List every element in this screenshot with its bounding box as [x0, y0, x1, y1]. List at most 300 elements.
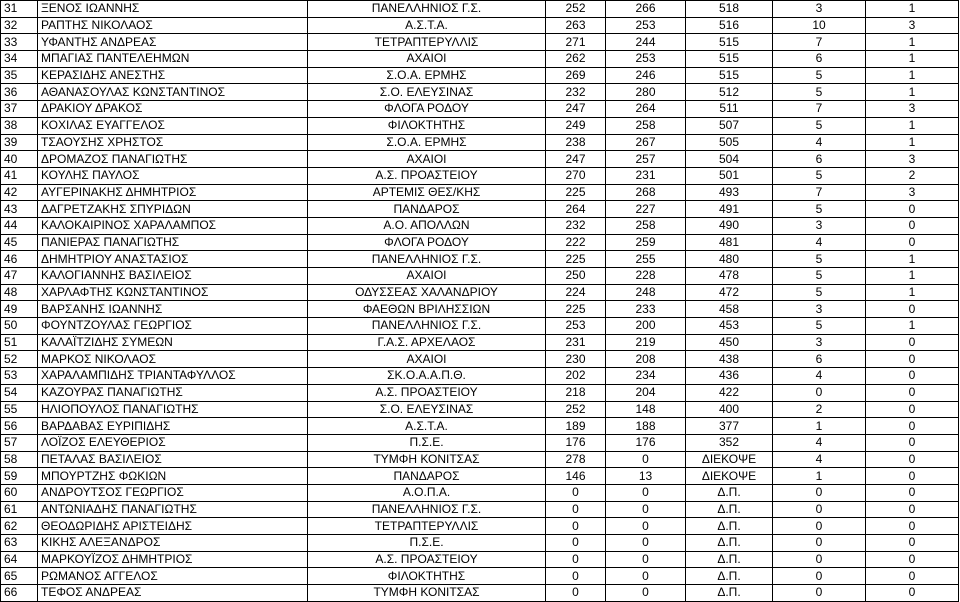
table-row — [1, 501, 959, 518]
table-row — [1, 551, 959, 568]
club-cell: Π.Σ.Ε. — [308, 434, 546, 451]
series-1-score-cell: 252 — [546, 401, 606, 418]
x-count-cell: 0 — [866, 201, 959, 218]
series-2-score-cell: 0 — [606, 551, 686, 568]
table-row — [1, 167, 959, 184]
series-2-score-cell: 0 — [606, 535, 686, 552]
athlete-name-cell: ΤΣΑΟΥΣΗΣ ΧΡΗΣΤΟΣ — [38, 134, 308, 151]
club-cell: Π.Σ.Ε. — [308, 535, 546, 552]
series-2-score-cell: 13 — [606, 468, 686, 485]
tens-count-cell: 0 — [773, 551, 866, 568]
x-count-cell: 3 — [866, 101, 959, 118]
athlete-name-cell: ΔΡΟΜΑΖΟΣ ΠΑΝΑΓΙΩΤΗΣ — [38, 151, 308, 168]
rank-cell: 51 — [1, 334, 38, 351]
tens-count-cell: 5 — [773, 201, 866, 218]
x-count-cell: 1 — [866, 67, 959, 84]
rank-cell: 53 — [1, 368, 38, 385]
x-count-cell: 0 — [866, 585, 959, 602]
club-cell: Α.Σ.Τ.Α. — [308, 17, 546, 34]
rank-cell: 55 — [1, 401, 38, 418]
tens-count-cell: 6 — [773, 351, 866, 368]
tens-count-cell: 7 — [773, 101, 866, 118]
total-score-cell: Δ.Π. — [686, 518, 773, 535]
x-count-cell: 1 — [866, 284, 959, 301]
athlete-name-cell: ΔΗΜΗΤΡΙΟΥ ΑΝΑΣΤΑΣΙΟΣ — [38, 251, 308, 268]
rank-cell: 46 — [1, 251, 38, 268]
total-score-cell: 352 — [686, 434, 773, 451]
table-row — [1, 568, 959, 585]
table-row — [1, 34, 959, 51]
rank-cell: 40 — [1, 151, 38, 168]
total-score-cell: Δ.Π. — [686, 551, 773, 568]
series-1-score-cell: 202 — [546, 368, 606, 385]
club-cell: ΣΚ.Ο.Α.Α.Π.Θ. — [308, 368, 546, 385]
x-count-cell: 0 — [866, 468, 959, 485]
total-score-cell: 422 — [686, 384, 773, 401]
series-2-score-cell: 246 — [606, 67, 686, 84]
series-1-score-cell: 146 — [546, 468, 606, 485]
table-row — [1, 184, 959, 201]
x-count-cell: 0 — [866, 368, 959, 385]
club-cell: ΦΛΟΓΑ ΡΟΔΟΥ — [308, 101, 546, 118]
club-cell: ΠΑΝΕΛΛΗΝΙΟΣ Γ.Σ. — [308, 1, 546, 18]
series-1-score-cell: 0 — [546, 518, 606, 535]
club-cell: Α.Ο. ΑΠΟΛΛΩΝ — [308, 217, 546, 234]
tens-count-cell: 6 — [773, 151, 866, 168]
total-score-cell: ΔΙΕΚΟΨΕ — [686, 468, 773, 485]
table-row — [1, 67, 959, 84]
series-1-score-cell: 232 — [546, 84, 606, 101]
series-2-score-cell: 255 — [606, 251, 686, 268]
athlete-name-cell: ΚΙΚΗΣ ΑΛΕΞΑΝΔΡΟΣ — [38, 535, 308, 552]
x-count-cell: 0 — [866, 518, 959, 535]
total-score-cell: 515 — [686, 34, 773, 51]
athlete-name-cell: ΚΟΧΙΛΑΣ ΕΥΑΓΓΕΛΟΣ — [38, 117, 308, 134]
club-cell: ΤΥΜΦΗ ΚΟΝΙΤΣΑΣ — [308, 585, 546, 602]
total-score-cell: 438 — [686, 351, 773, 368]
x-count-cell: 0 — [866, 217, 959, 234]
x-count-cell: 1 — [866, 268, 959, 285]
x-count-cell: 1 — [866, 51, 959, 68]
table-row — [1, 451, 959, 468]
athlete-name-cell: ΜΠΑΓΙΑΣ ΠΑΝΤΕΛΕΗΜΩΝ — [38, 51, 308, 68]
total-score-cell: 491 — [686, 201, 773, 218]
total-score-cell: 481 — [686, 234, 773, 251]
series-1-score-cell: 247 — [546, 101, 606, 118]
x-count-cell: 1 — [866, 117, 959, 134]
athlete-name-cell: ΔΡΑΚΙΟΥ ΔΡΑΚΟΣ — [38, 101, 308, 118]
series-1-score-cell: 225 — [546, 301, 606, 318]
series-1-score-cell: 249 — [546, 117, 606, 134]
club-cell: ΤΕΤΡΑΠΤΕΡΥΛΛΙΣ — [308, 34, 546, 51]
tens-count-cell: 5 — [773, 318, 866, 335]
club-cell: ΑΧΑΙΟΙ — [308, 51, 546, 68]
tens-count-cell: 5 — [773, 167, 866, 184]
club-cell: ΑΡΤΕΜΙΣ ΘΕΣ/ΚΗΣ — [308, 184, 546, 201]
x-count-cell: 1 — [866, 134, 959, 151]
club-cell: ΠΑΝΕΛΛΗΝΙΟΣ Γ.Σ. — [308, 251, 546, 268]
series-2-score-cell: 0 — [606, 518, 686, 535]
series-2-score-cell: 258 — [606, 217, 686, 234]
x-count-cell: 0 — [866, 301, 959, 318]
series-1-score-cell: 250 — [546, 268, 606, 285]
series-2-score-cell: 267 — [606, 134, 686, 151]
tens-count-cell: 3 — [773, 334, 866, 351]
total-score-cell: 515 — [686, 51, 773, 68]
series-1-score-cell: 225 — [546, 251, 606, 268]
x-count-cell: 1 — [866, 1, 959, 18]
rank-cell: 34 — [1, 51, 38, 68]
rank-cell: 57 — [1, 434, 38, 451]
series-1-score-cell: 0 — [546, 585, 606, 602]
club-cell: Α.Σ.Τ.Α. — [308, 418, 546, 435]
table-row — [1, 518, 959, 535]
athlete-name-cell: ΚΟΥΛΗΣ ΠΑΥΛΟΣ — [38, 167, 308, 184]
series-2-score-cell: 176 — [606, 434, 686, 451]
series-2-score-cell: 258 — [606, 117, 686, 134]
athlete-name-cell: ΑΘΑΝΑΣΟΥΛΑΣ ΚΩΝΣΤΑΝΤΙΝΟΣ — [38, 84, 308, 101]
rank-cell: 37 — [1, 101, 38, 118]
table-row — [1, 251, 959, 268]
club-cell: ΤΥΜΦΗ ΚΟΝΙΤΣΑΣ — [308, 451, 546, 468]
x-count-cell: 0 — [866, 434, 959, 451]
club-cell: Σ.Ο. ΕΛΕΥΣΙΝΑΣ — [308, 84, 546, 101]
tens-count-cell: 4 — [773, 434, 866, 451]
x-count-cell: 1 — [866, 318, 959, 335]
total-score-cell: Δ.Π. — [686, 484, 773, 501]
series-2-score-cell: 231 — [606, 167, 686, 184]
tens-count-cell: 2 — [773, 401, 866, 418]
series-1-score-cell: 238 — [546, 134, 606, 151]
athlete-name-cell: ΜΠΟΥΡΤΖΗΣ ΦΩΚΙΩΝ — [38, 468, 308, 485]
rank-cell: 50 — [1, 318, 38, 335]
rank-cell: 64 — [1, 551, 38, 568]
series-2-score-cell: 0 — [606, 568, 686, 585]
athlete-name-cell: ΡΩΜΑΝΟΣ ΑΓΓΕΛΟΣ — [38, 568, 308, 585]
series-1-score-cell: 270 — [546, 167, 606, 184]
table-row — [1, 268, 959, 285]
athlete-name-cell: ΘΕΟΔΩΡΙΔΗΣ ΑΡΙΣΤΕΙΔΗΣ — [38, 518, 308, 535]
table-row — [1, 318, 959, 335]
club-cell: Α.Ο.Π.Α. — [308, 484, 546, 501]
series-2-score-cell: 228 — [606, 268, 686, 285]
athlete-name-cell: ΒΑΡΔΑΒΑΣ ΕΥΡΙΠΙΔΗΣ — [38, 418, 308, 435]
series-1-score-cell: 252 — [546, 1, 606, 18]
series-2-score-cell: 148 — [606, 401, 686, 418]
club-cell: ΠΑΝΕΛΛΗΝΙΟΣ Γ.Σ. — [308, 318, 546, 335]
tens-count-cell: 4 — [773, 368, 866, 385]
series-2-score-cell: 264 — [606, 101, 686, 118]
x-count-cell: 2 — [866, 167, 959, 184]
x-count-cell: 0 — [866, 351, 959, 368]
tens-count-cell: 0 — [773, 568, 866, 585]
club-cell: ΑΧΑΙΟΙ — [308, 268, 546, 285]
tens-count-cell: 6 — [773, 51, 866, 68]
rank-cell: 58 — [1, 451, 38, 468]
tens-count-cell: 10 — [773, 17, 866, 34]
athlete-name-cell: ΧΑΡΑΛΑΜΠΙΔΗΣ ΤΡΙΑΝΤΑΦΥΛΛΟΣ — [38, 368, 308, 385]
rank-cell: 41 — [1, 167, 38, 184]
series-2-score-cell: 200 — [606, 318, 686, 335]
table-row — [1, 284, 959, 301]
series-2-score-cell: 0 — [606, 585, 686, 602]
tens-count-cell: 4 — [773, 451, 866, 468]
rank-cell: 52 — [1, 351, 38, 368]
rank-cell: 32 — [1, 17, 38, 34]
total-score-cell: 458 — [686, 301, 773, 318]
total-score-cell: 507 — [686, 117, 773, 134]
club-cell: ΑΧΑΙΟΙ — [308, 351, 546, 368]
rank-cell: 38 — [1, 117, 38, 134]
club-cell: ΦΙΛΟΚΤΗΤΗΣ — [308, 117, 546, 134]
club-cell: Α.Σ. ΠΡΟΑΣΤΕΙΟΥ — [308, 384, 546, 401]
series-2-score-cell: 227 — [606, 201, 686, 218]
results-table-body — [1, 1, 959, 602]
series-1-score-cell: 262 — [546, 51, 606, 68]
athlete-name-cell: ΑΝΤΩΝΙΑΔΗΣ ΠΑΝΑΓΙΩΤΗΣ — [38, 501, 308, 518]
rank-cell: 33 — [1, 34, 38, 51]
series-2-score-cell: 244 — [606, 34, 686, 51]
series-2-score-cell: 253 — [606, 17, 686, 34]
athlete-name-cell: ΚΑΖΟΥΡΑΣ ΠΑΝΑΓΙΩΤΗΣ — [38, 384, 308, 401]
table-row — [1, 468, 959, 485]
table-row — [1, 585, 959, 602]
series-2-score-cell: 280 — [606, 84, 686, 101]
total-score-cell: 453 — [686, 318, 773, 335]
athlete-name-cell: ΛΟΪΖΟΣ ΕΛΕΥΘΕΡΙΟΣ — [38, 434, 308, 451]
table-row — [1, 1, 959, 18]
series-2-score-cell: 204 — [606, 384, 686, 401]
total-score-cell: 480 — [686, 251, 773, 268]
series-1-score-cell: 218 — [546, 384, 606, 401]
athlete-name-cell: ΡΑΠΤΗΣ ΝΙΚΟΛΑΟΣ — [38, 17, 308, 34]
athlete-name-cell: ΤΕΦΟΣ ΑΝΔΡΕΑΣ — [38, 585, 308, 602]
tens-count-cell: 7 — [773, 184, 866, 201]
x-count-cell: 0 — [866, 535, 959, 552]
rank-cell: 56 — [1, 418, 38, 435]
club-cell: Σ.Ο.Α. ΕΡΜΗΣ — [308, 67, 546, 84]
tens-count-cell: 5 — [773, 67, 866, 84]
series-2-score-cell: 248 — [606, 284, 686, 301]
series-1-score-cell: 222 — [546, 234, 606, 251]
athlete-name-cell: ΠΕΤΑΛΑΣ ΒΑΣΙΛΕΙΟΣ — [38, 451, 308, 468]
total-score-cell: 493 — [686, 184, 773, 201]
table-row — [1, 201, 959, 218]
club-cell: Α.Σ. ΠΡΟΑΣΤΕΙΟΥ — [308, 551, 546, 568]
rank-cell: 48 — [1, 284, 38, 301]
table-row — [1, 51, 959, 68]
series-2-score-cell: 208 — [606, 351, 686, 368]
table-row — [1, 134, 959, 151]
series-2-score-cell: 219 — [606, 334, 686, 351]
x-count-cell: 0 — [866, 334, 959, 351]
table-row — [1, 434, 959, 451]
series-1-score-cell: 271 — [546, 34, 606, 51]
x-count-cell: 1 — [866, 84, 959, 101]
rank-cell: 42 — [1, 184, 38, 201]
table-row — [1, 301, 959, 318]
tens-count-cell: 0 — [773, 518, 866, 535]
series-1-score-cell: 253 — [546, 318, 606, 335]
total-score-cell: 504 — [686, 151, 773, 168]
series-2-score-cell: 268 — [606, 184, 686, 201]
tens-count-cell: 5 — [773, 251, 866, 268]
table-row — [1, 351, 959, 368]
x-count-cell: 0 — [866, 484, 959, 501]
series-2-score-cell: 0 — [606, 501, 686, 518]
rank-cell: 59 — [1, 468, 38, 485]
x-count-cell: 3 — [866, 17, 959, 34]
athlete-name-cell: ΚΑΛΑΪΤΖΙΔΗΣ ΣΥΜΕΩΝ — [38, 334, 308, 351]
total-score-cell: 490 — [686, 217, 773, 234]
series-2-score-cell: 0 — [606, 451, 686, 468]
club-cell: ΦΑΕΘΩΝ ΒΡΙΛΗΣΣΙΩΝ — [308, 301, 546, 318]
rank-cell: 47 — [1, 268, 38, 285]
table-row — [1, 117, 959, 134]
table-row — [1, 368, 959, 385]
club-cell: ΠΑΝΔΑΡΟΣ — [308, 201, 546, 218]
total-score-cell: 511 — [686, 101, 773, 118]
rank-cell: 63 — [1, 535, 38, 552]
table-row — [1, 401, 959, 418]
series-2-score-cell: 253 — [606, 51, 686, 68]
x-count-cell: 0 — [866, 418, 959, 435]
rank-cell: 36 — [1, 84, 38, 101]
athlete-name-cell: ΒΑΡΣΑΝΗΣ ΙΩΑΝΝΗΣ — [38, 301, 308, 318]
series-2-score-cell: 234 — [606, 368, 686, 385]
tens-count-cell: 0 — [773, 585, 866, 602]
x-count-cell: 1 — [866, 251, 959, 268]
series-1-score-cell: 0 — [546, 501, 606, 518]
athlete-name-cell: ΔΑΓΡΕΤΖΑΚΗΣ ΣΠΥΡΙΔΩΝ — [38, 201, 308, 218]
tens-count-cell: 4 — [773, 234, 866, 251]
club-cell: Γ.Α.Σ. ΑΡΧΕΛΑΟΣ — [308, 334, 546, 351]
rank-cell: 62 — [1, 518, 38, 535]
tens-count-cell: 0 — [773, 384, 866, 401]
series-2-score-cell: 266 — [606, 1, 686, 18]
club-cell: Σ.Ο. ΕΛΕΥΣΙΝΑΣ — [308, 401, 546, 418]
total-score-cell: Δ.Π. — [686, 568, 773, 585]
club-cell: Α.Σ. ΠΡΟΑΣΤΕΙΟΥ — [308, 167, 546, 184]
club-cell: ΤΕΤΡΑΠΤΕΡΥΛΛΙΣ — [308, 518, 546, 535]
athlete-name-cell: ΠΑΝΙΕΡΑΣ ΠΑΝΑΓΙΩΤΗΣ — [38, 234, 308, 251]
x-count-cell: 3 — [866, 151, 959, 168]
table-row — [1, 535, 959, 552]
athlete-name-cell: ΑΥΓΕΡΙΝΑΚΗΣ ΔΗΜΗΤΡΙΟΣ — [38, 184, 308, 201]
series-1-score-cell: 278 — [546, 451, 606, 468]
total-score-cell: 515 — [686, 67, 773, 84]
athlete-name-cell: ΜΑΡΚΟΥΪΖΟΣ ΔΗΜΗΤΡΙΟΣ — [38, 551, 308, 568]
rank-cell: 61 — [1, 501, 38, 518]
tens-count-cell: 0 — [773, 484, 866, 501]
athlete-name-cell: ΑΝΔΡΟΥΤΣΟΣ ΓΕΩΡΓΙΟΣ — [38, 484, 308, 501]
athlete-name-cell: ΚΑΛΟΓΙΑΝΝΗΣ ΒΑΣΙΛΕΙΟΣ — [38, 268, 308, 285]
tens-count-cell: 4 — [773, 134, 866, 151]
total-score-cell: 377 — [686, 418, 773, 435]
athlete-name-cell: ΧΑΡΛΑΦΤΗΣ ΚΩΝΣΤΑΝΤΙΝΟΣ — [38, 284, 308, 301]
series-1-score-cell: 230 — [546, 351, 606, 368]
table-row — [1, 418, 959, 435]
athlete-name-cell: ΗΛΙΟΠΟΥΛΟΣ ΠΑΝΑΓΙΩΤΗΣ — [38, 401, 308, 418]
club-cell: ΠΑΝΔΑΡΟΣ — [308, 468, 546, 485]
total-score-cell: 512 — [686, 84, 773, 101]
total-score-cell: 472 — [686, 284, 773, 301]
rank-cell: 31 — [1, 1, 38, 18]
tens-count-cell: 0 — [773, 535, 866, 552]
series-1-score-cell: 189 — [546, 418, 606, 435]
rank-cell: 43 — [1, 201, 38, 218]
athlete-name-cell: ΜΑΡΚΟΣ ΝΙΚΟΛΑΟΣ — [38, 351, 308, 368]
total-score-cell: 450 — [686, 334, 773, 351]
x-count-cell: 0 — [866, 501, 959, 518]
club-cell: Σ.Ο.Α. ΕΡΜΗΣ — [308, 134, 546, 151]
club-cell: ΑΧΑΙΟΙ — [308, 151, 546, 168]
tens-count-cell: 5 — [773, 284, 866, 301]
tens-count-cell: 0 — [773, 501, 866, 518]
series-1-score-cell: 231 — [546, 334, 606, 351]
total-score-cell: 501 — [686, 167, 773, 184]
series-2-score-cell: 233 — [606, 301, 686, 318]
series-2-score-cell: 0 — [606, 484, 686, 501]
x-count-cell: 0 — [866, 551, 959, 568]
rank-cell: 60 — [1, 484, 38, 501]
total-score-cell: 505 — [686, 134, 773, 151]
x-count-cell: 3 — [866, 184, 959, 201]
rank-cell: 45 — [1, 234, 38, 251]
series-2-score-cell: 257 — [606, 151, 686, 168]
table-row — [1, 151, 959, 168]
table-row — [1, 17, 959, 34]
athlete-name-cell: ΦΟΥΝΤΖΟΥΛΑΣ ΓΕΩΡΓΙΟΣ — [38, 318, 308, 335]
series-2-score-cell: 188 — [606, 418, 686, 435]
rank-cell: 35 — [1, 67, 38, 84]
club-cell: ΟΔΥΣΣΕΑΣ ΧΑΛΑΝΔΡΙΟΥ — [308, 284, 546, 301]
series-1-score-cell: 263 — [546, 17, 606, 34]
series-2-score-cell: 259 — [606, 234, 686, 251]
tens-count-cell: 5 — [773, 268, 866, 285]
tens-count-cell: 7 — [773, 34, 866, 51]
series-1-score-cell: 224 — [546, 284, 606, 301]
x-count-cell: 0 — [866, 451, 959, 468]
rank-cell: 44 — [1, 217, 38, 234]
club-cell: ΦΙΛΟΚΤΗΤΗΣ — [308, 568, 546, 585]
total-score-cell: Δ.Π. — [686, 501, 773, 518]
series-1-score-cell: 0 — [546, 535, 606, 552]
x-count-cell: 0 — [866, 384, 959, 401]
rank-cell: 66 — [1, 585, 38, 602]
tens-count-cell: 1 — [773, 418, 866, 435]
athlete-name-cell: ΚΑΛΟΚΑΙΡΙΝΟΣ ΧΑΡΑΛΑΜΠΟΣ — [38, 217, 308, 234]
series-1-score-cell: 0 — [546, 484, 606, 501]
tens-count-cell: 3 — [773, 217, 866, 234]
series-1-score-cell: 264 — [546, 201, 606, 218]
total-score-cell: 518 — [686, 1, 773, 18]
series-1-score-cell: 232 — [546, 217, 606, 234]
table-row — [1, 217, 959, 234]
series-1-score-cell: 0 — [546, 551, 606, 568]
series-1-score-cell: 176 — [546, 434, 606, 451]
rank-cell: 49 — [1, 301, 38, 318]
table-row — [1, 101, 959, 118]
table-row — [1, 84, 959, 101]
x-count-cell: 0 — [866, 234, 959, 251]
athlete-name-cell: ΞΕΝΟΣ ΙΩΑΝΝΗΣ — [38, 1, 308, 18]
total-score-cell: Δ.Π. — [686, 535, 773, 552]
series-1-score-cell: 0 — [546, 568, 606, 585]
tens-count-cell: 3 — [773, 301, 866, 318]
club-cell: ΦΛΟΓΑ ΡΟΔΟΥ — [308, 234, 546, 251]
table-row — [1, 234, 959, 251]
